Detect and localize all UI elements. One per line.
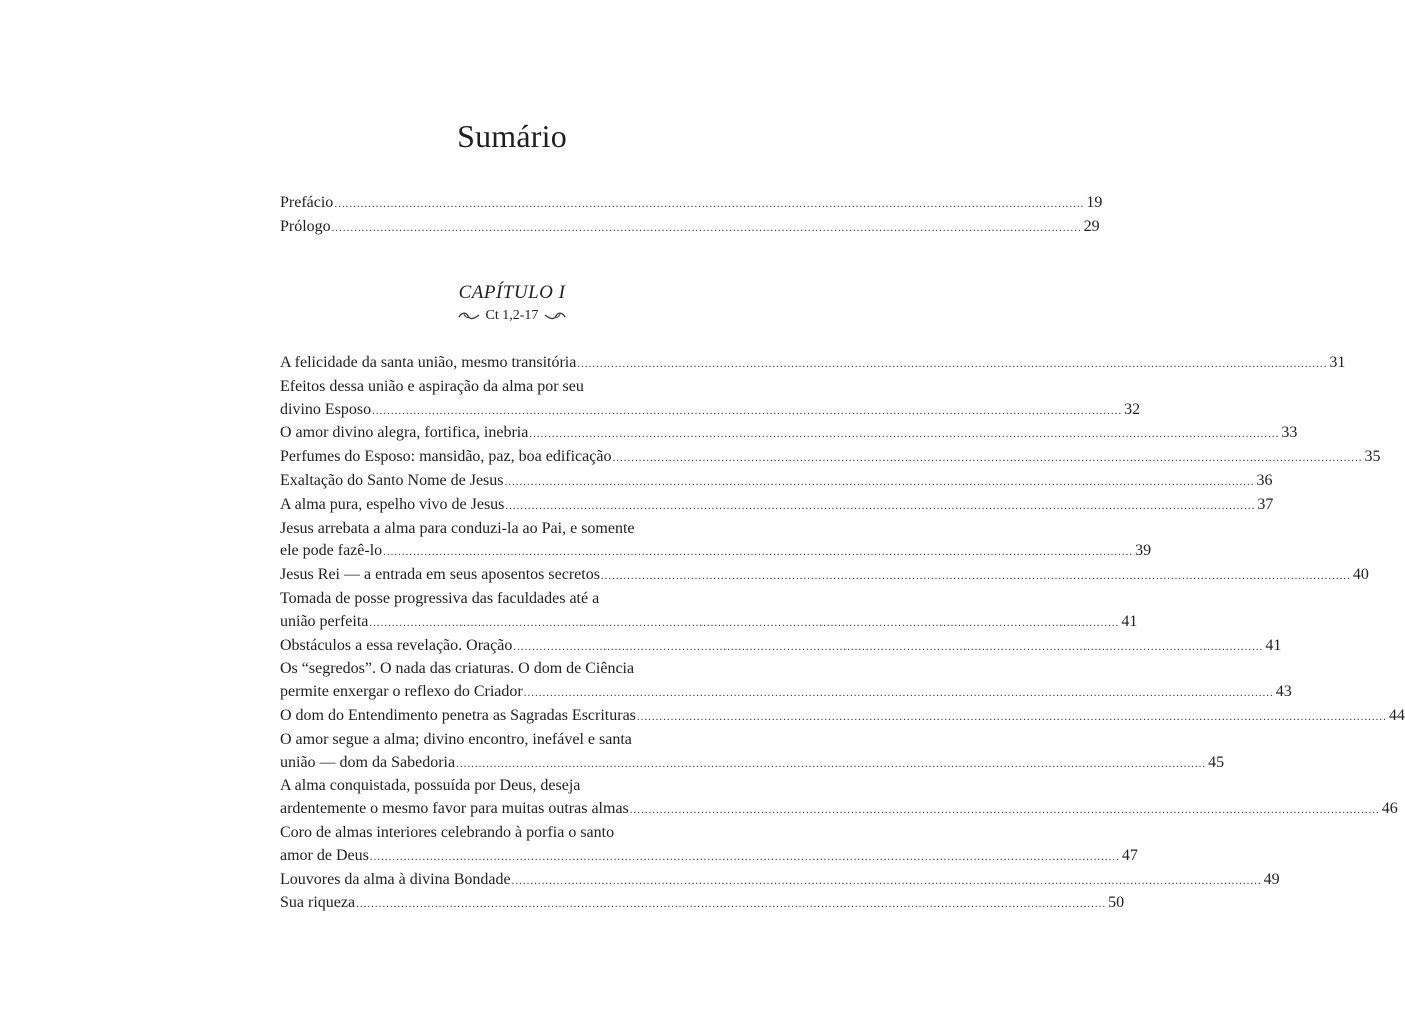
toc-entry-title: Coro de almas interiores celebrando à porfia o santo xyxy=(280,823,615,841)
toc-entry-page: 49 xyxy=(1263,870,1280,888)
leader-dots: ........................................................................................................................................................................................................ xyxy=(383,546,1134,559)
leader-dots: ........................................................................................................................................................................................................ xyxy=(369,616,1120,629)
toc-entry-title: A alma pura, espelho vivo de Jesus xyxy=(280,495,505,513)
toc-entry-title: Efeitos dessa união e aspiração da alma por seu xyxy=(280,377,584,395)
toc-entry-title: amor de Deus xyxy=(280,846,369,864)
leader-dots: ........................................................................................................................................................................................................ xyxy=(331,221,1082,234)
toc-entry xyxy=(280,658,1292,705)
chapter-heading xyxy=(0,282,1024,324)
toc-entry-title: Sua riqueza xyxy=(280,894,356,912)
leader-dots: ........................................................................................................................................................................................................ xyxy=(577,358,1328,370)
chapter-title: CAPÍTULO I xyxy=(458,282,566,303)
toc-entry-page: 33 xyxy=(1281,424,1298,442)
front-matter-list xyxy=(280,192,1103,240)
leader-dots: ........................................................................................................................................................................................................ xyxy=(356,898,1107,911)
toc-entry-page: 43 xyxy=(1275,683,1292,701)
leader-dots: ........................................................................................................................................................................................................ xyxy=(334,198,1085,210)
toc-entry xyxy=(280,470,1273,494)
toc-entry xyxy=(280,216,1100,240)
toc-entry-page: 45 xyxy=(1208,753,1225,771)
leader-dots: ........................................................................................................................................................................................................ xyxy=(612,452,1363,465)
chapter-entry-list xyxy=(280,352,1405,916)
toc-entry-page: 50 xyxy=(1108,894,1125,912)
toc-entry-title: Jesus Rei — a entrada em seus aposentos secretos xyxy=(280,566,600,584)
toc-entry-page: 29 xyxy=(1083,217,1100,235)
toc-entry xyxy=(280,869,1280,893)
leader-dots: ........................................................................................................................................................................................................ xyxy=(513,640,1264,653)
toc-entry-title: Obstáculos a essa revelação. Oração xyxy=(280,636,513,654)
toc-entry-title: ele pode fazê-lo xyxy=(280,542,383,560)
toc-entry-title: Os “segredos”. O nada das criaturas. O dom de Ciência xyxy=(280,660,635,678)
toc-entry-title: Tomada de posse progressiva das faculdades até a xyxy=(280,589,600,607)
toc-entry-page: 36 xyxy=(1256,471,1273,489)
fleuron-left-icon xyxy=(458,311,480,321)
toc-entry-page: 37 xyxy=(1257,495,1274,513)
toc-entry xyxy=(280,635,1282,659)
fleuron-right-icon xyxy=(544,311,566,321)
chapter-reference: Ct 1,2-17 xyxy=(485,308,539,323)
toc-entry-title: Louvores da alma à divina Bondade xyxy=(280,870,511,888)
toc-entry-page: 40 xyxy=(1352,566,1369,584)
toc-entry-page: 31 xyxy=(1329,354,1346,371)
toc-entry-page: 19 xyxy=(1086,194,1103,211)
toc-entry xyxy=(280,892,1125,916)
toc-entry xyxy=(280,192,1103,216)
toc-entry-title: permite enxergar o reflexo do Criador xyxy=(280,683,523,701)
leader-dots: ........................................................................................................................................................................................................ xyxy=(629,804,1380,817)
toc-entry-page: 47 xyxy=(1121,846,1138,864)
leader-dots: ........................................................................................................................................................................................................ xyxy=(511,874,1262,887)
toc-entry-title: união perfeita xyxy=(280,612,369,630)
leader-dots: ........................................................................................................................................................................................................ xyxy=(505,499,1256,512)
leader-dots: ........................................................................................................................................................................................................ xyxy=(369,850,1120,863)
toc-entry xyxy=(280,352,1346,376)
toc-entry-title: Jesus arrebata a alma para conduzi-la ao Pai, e somente xyxy=(280,519,635,537)
leader-dots: ........................................................................................................................................................................................................ xyxy=(636,710,1387,723)
toc-entry xyxy=(280,376,1141,423)
toc-entry-page: 32 xyxy=(1124,400,1141,418)
leader-dots: ........................................................................................................................................................................................................ xyxy=(523,687,1274,700)
toc-entry-title: A alma conquistada, possuída por Deus, deseja xyxy=(280,777,581,795)
toc-entry-page: 46 xyxy=(1381,800,1398,818)
toc-entry-page: 41 xyxy=(1265,636,1282,654)
toc-entry xyxy=(280,705,1405,729)
leader-dots: ........................................................................................................................................................................................................ xyxy=(504,475,1255,488)
toc-entry xyxy=(280,729,1225,776)
toc-entry-page: 35 xyxy=(1364,448,1381,466)
toc-entry xyxy=(280,446,1381,470)
toc-entry xyxy=(280,822,1138,869)
toc-entry xyxy=(280,494,1274,518)
toc-entry-title: O amor segue a alma; divino encontro, inefável e santa xyxy=(280,730,632,748)
leader-dots: ........................................................................................................................................................................................................ xyxy=(372,404,1123,417)
toc-entry-page: 44 xyxy=(1388,706,1405,724)
toc-entry xyxy=(280,518,1152,565)
toc-entry-title: união — dom da Sabedoria xyxy=(280,753,456,771)
toc-entry-page: 41 xyxy=(1121,612,1138,630)
toc-entry-title: Perfumes do Esposo: mansidão, paz, boa edificação xyxy=(280,448,612,466)
toc-entry-title: O dom do Entendimento penetra as Sagradas Escrituras xyxy=(280,706,636,724)
toc-entry xyxy=(280,588,1138,635)
toc-entry-title: O amor divino alegra, fortifica, inebria xyxy=(280,424,529,442)
toc-entry-title: Prefácio xyxy=(280,194,334,211)
page-title: Sumário xyxy=(457,118,567,154)
chapter-reference-row xyxy=(0,308,1024,324)
toc-entry-title: divino Esposo xyxy=(280,400,372,418)
leader-dots: ........................................................................................................................................................................................................ xyxy=(456,757,1207,770)
toc-entry-page: 39 xyxy=(1135,542,1152,560)
leader-dots: ........................................................................................................................................................................................................ xyxy=(600,570,1351,583)
toc-entry-title: ardentemente o mesmo favor para muitas outras almas xyxy=(280,800,629,818)
toc-entry-title: Prólogo xyxy=(280,217,331,235)
toc-entry xyxy=(280,775,1398,822)
toc-entry xyxy=(280,422,1298,446)
toc-entry-title: A felicidade da santa união, mesmo transitória xyxy=(280,354,577,371)
leader-dots: ........................................................................................................................................................................................................ xyxy=(529,428,1280,441)
toc-entry xyxy=(280,564,1369,588)
toc-entry-title: Exaltação do Santo Nome de Jesus xyxy=(280,471,504,489)
